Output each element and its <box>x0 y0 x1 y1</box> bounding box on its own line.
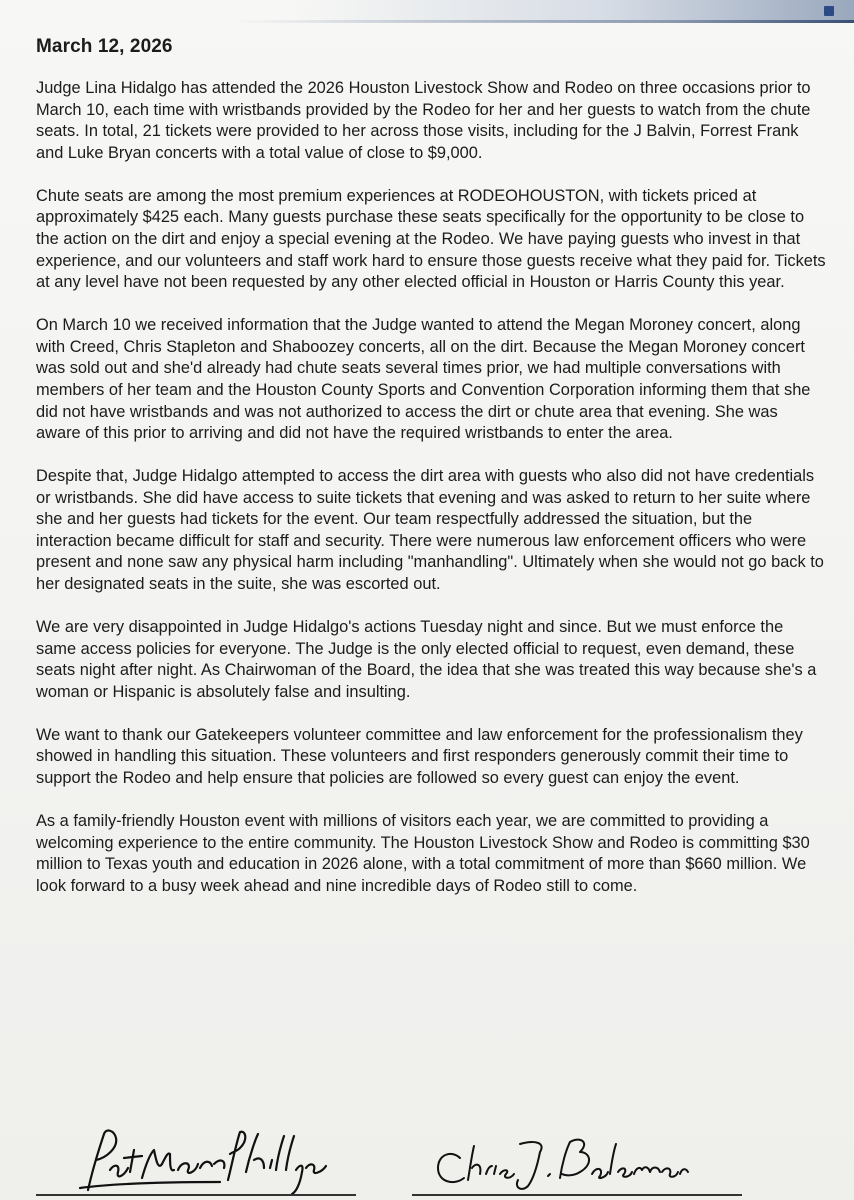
paragraph-thanks: We want to thank our Gatekeepers volunteer committee and law enforcement for the professionalism they showed in handling this situation. These volunteers and first responders generously commit their time to support the Rodeo and help ensure that policies are followed so every guest can enjoy the event. <box>36 725 803 787</box>
signature-block <box>0 1118 854 1200</box>
paragraph-disappointment: We are very disappointed in Judge Hidalgo's actions Tuesday night and since. But we must enforce the same access policies for everyone. The Judge is the only elected official to request, even demand, these seats night after night. As Chairwoman of the Board, the idea that she was treated this way because she's a woman or Hispanic is absolutely false and insulting. <box>36 618 817 701</box>
paragraph-community: As a family-friendly Houston event with millions of visitors each year, we are committed to providing a welcoming experience to the entire community. The Houston Livestock Show and Rodeo is committing $30 million to Texas youth and education in 2026 alone, with a total commitment of more than $660 million. We look forward to a busy week ahead and nine incredible days of Rodeo still to come. <box>36 811 810 895</box>
signature-line-right <box>412 1194 742 1196</box>
paragraph-prior-visits: Judge Lina Hidalgo has attended the 2026 Houston Livestock Show and Rodeo on three occasions prior to March 10, each time with wristbands provided by the Rodeo for her and her guests to watch from the chute seats. In total, 21 tickets were provided to her across those visits, including for the J Balvin, Forrest Frank and Luke Bryan concerts with a total value of close to $9,000. <box>36 79 811 162</box>
signature-right <box>430 1128 690 1200</box>
letter-date: March 12, 2026 <box>36 36 173 57</box>
paragraph-incident: Despite that, Judge Hidalgo attempted to access the dirt area with guests who also did not have credentials or wristbands. She did have access to suite tickets that evening and was asked to return to her suite where she and her guests had tickets for the event. Our team respectfully addressed the situation, but the interaction became difficult for staff and security. There were numerous law enforcement officers who were present and none saw any physical harm including "manhandling". Ultimately when she would not go back to her designated seats in the suite, she was escorted out. <box>36 467 824 594</box>
signature-line-left <box>36 1194 356 1196</box>
letterhead-corner-mark <box>824 6 834 16</box>
paragraph-chute-seats: Chute seats are among the most premium experiences at RODEOHOUSTON, with tickets priced at approximately $425 each. Many guests purchase these seats specifically for the opportunity to be close to the action on the dirt and enjoy a special evening at the Rodeo. We have paying guests who invest in that experience, and our volunteers and staff work hard to ensure those guests receive what they paid for. Tickets at any level have not been requested by any other elected official in Houston or Harris County this year. <box>36 186 826 292</box>
signature-left <box>70 1124 330 1200</box>
paragraph-march-10: On March 10 we received information that the Judge wanted to attend the Megan Moroney concert, along with Creed, Chris Stapleton and Shaboozey concerts, all on the dirt. Because the Megan Moroney concert was sold out and she'd already had chute seats several times prior, we had multiple conversations with members of her team and the Houston County Sports and Convention Corporation informing them that she did not have wristbands and was not authorized to access the dirt or chute area that evening. She was aware of this prior to arriving and did not have the required wristbands to enter the area. <box>36 316 811 443</box>
letter-body <box>36 78 826 919</box>
letterhead-accent-band <box>294 0 854 22</box>
letterhead-accent-line <box>234 20 854 23</box>
